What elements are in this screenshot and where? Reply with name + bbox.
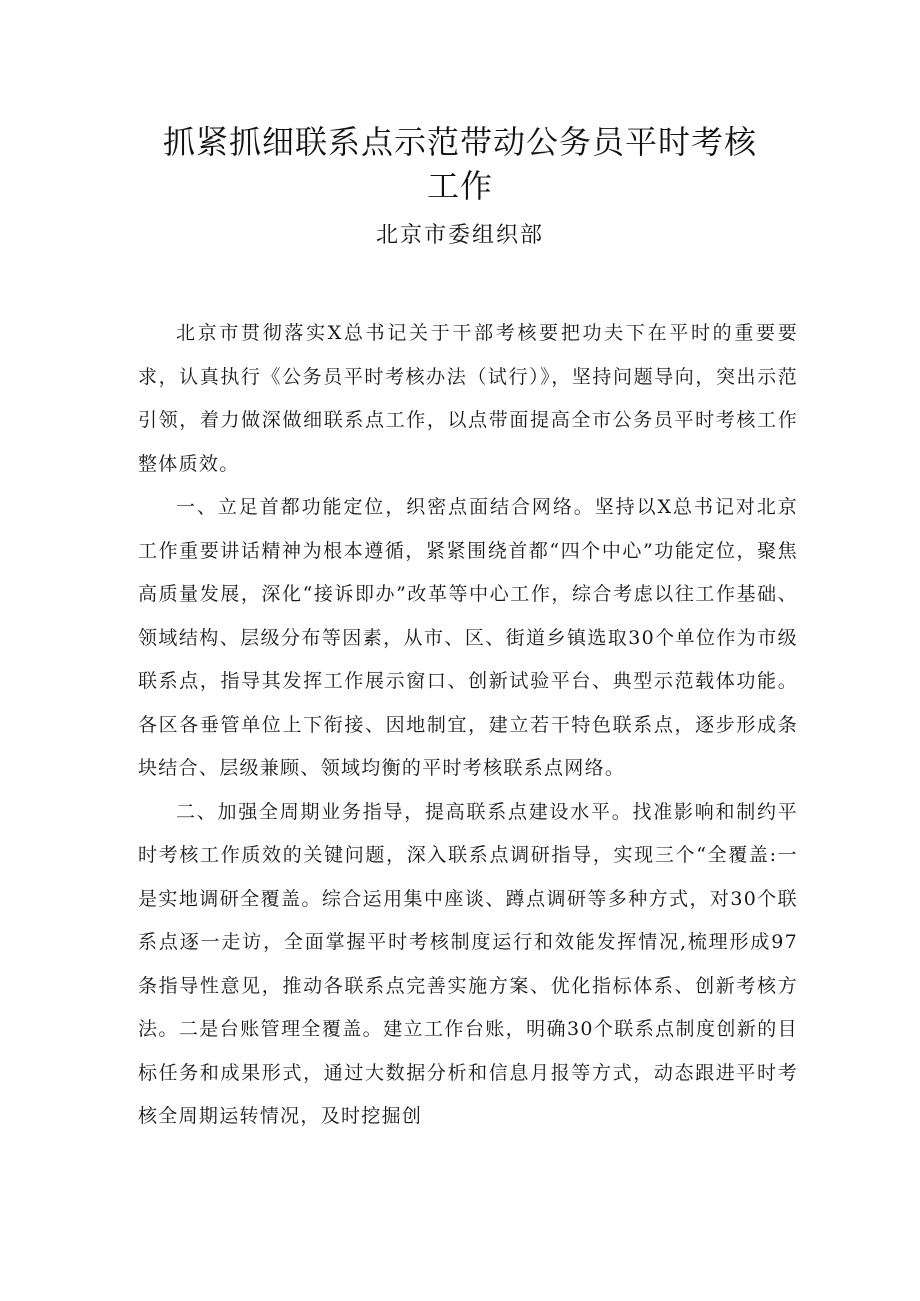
document-title-line-1: 抓紧抓细联系点示范带动公务员平时考核: [162, 123, 757, 161]
paragraph-section-1: 一、立足首都功能定位，织密点面结合网络。坚持以X总书记对北京工作重要讲话精神为根本遵循，紧紧围绕首都“四个中心”功能定位，聚焦高质量发展，深化“接诉即办”改革等中心工作，综合考虑以往工作基础、领域结构、层级分布等因素，从市、区、街道乡镇选取30个单位作为市级联系点，指导其发挥工作展示窗口、创新试验平台、典型示范载体功能。各区各垂管单位上下衔接、因地制宜，建立若干特色联系点，逐步形成条块结合、层级兼顾、领域均衡的平时考核联系点网络。: [138, 496, 798, 779]
document-author: 北京市委组织部: [375, 223, 544, 248]
document-body: [138, 312, 798, 1139]
paragraph-section-2: 二、加强全周期业务指导，提高联系点建设水平。找准影响和制约平时考核工作质效的关键问题，深入联系点调研指导，实现三个“全覆盖:一是实地调研全覆盖。综合运用集中座谈、蹲点调研等多种方式，对30个联系点逐一走访，全面掌握平时考核制度运行和效能发挥情况,梳理形成97条指导性意见，推动各联系点完善实施方案、优化指标体系、创新考核方法。二是台账管理全覆盖。建立工作台账，明确30个联系点制度创新的目标任务和成果形式，通过大数据分析和信息月报等方式，动态跟进平时考核全周期运转情况，及时挖掘创: [138, 800, 798, 1127]
paragraph-intro: 北京市贯彻落实X总书记关于干部考核要把功夫下在平时的重要要求，认真执行《公务员平时考核办法（试行）》，坚持问题导向，突出示范引领，着力做深做细联系点工作，以点带面提高全市公务员平时考核工作整体质效。: [138, 322, 798, 475]
document-title-line-2: 工作: [426, 167, 493, 205]
